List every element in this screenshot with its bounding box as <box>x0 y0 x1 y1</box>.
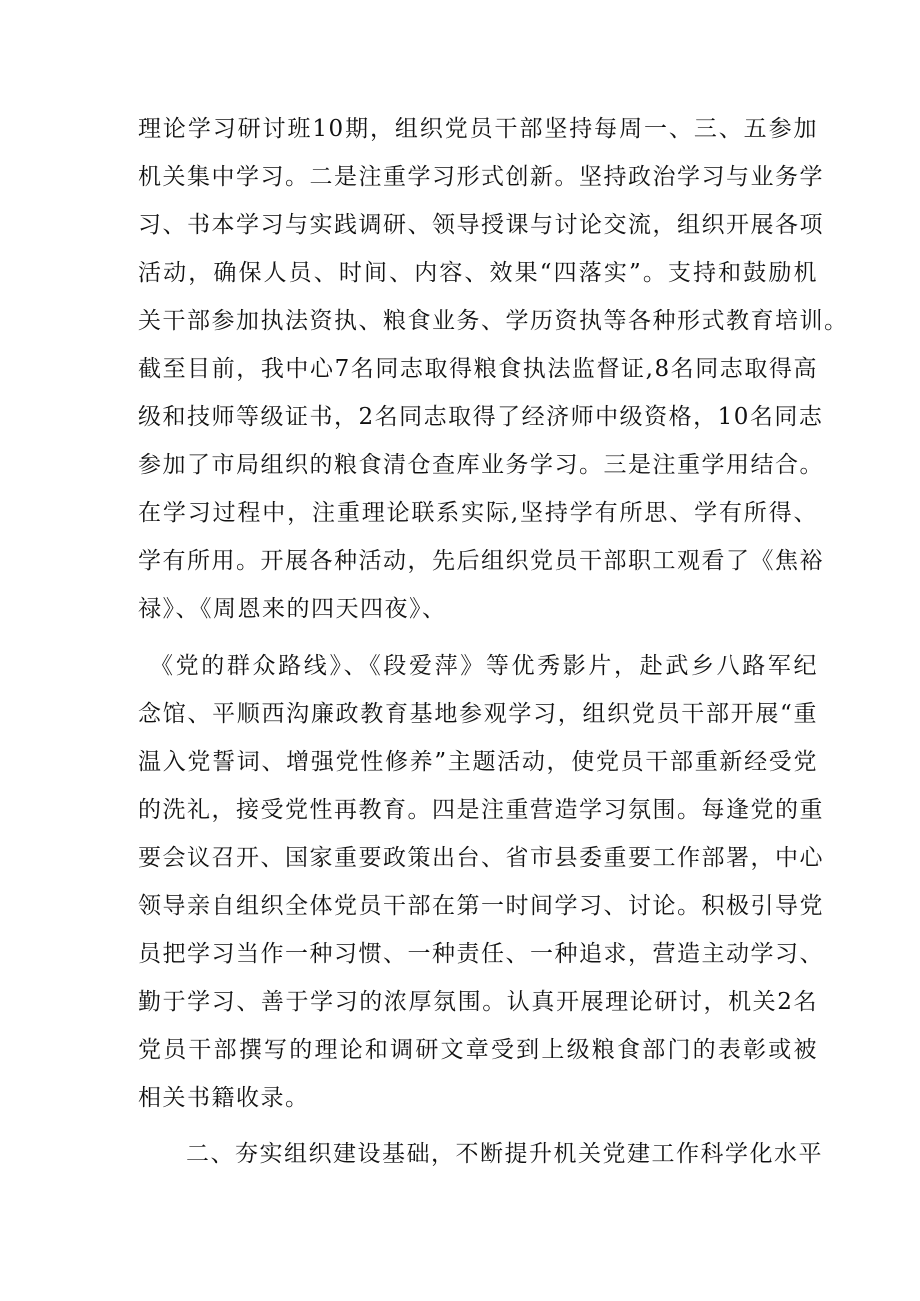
text-line: 截至目前，我中心7名同志取得粮食执法监督证,8名同志取得高 <box>138 356 818 382</box>
text-line: 勤于学习、善于学习的浓厚氛围。认真开展理论研讨，机关2名 <box>138 989 818 1015</box>
text-line: 领导亲自组织全体党员干部在第一时间学习、讨论。积极引导党 <box>138 893 824 919</box>
text-line: 习、书本学习与实践调研、领导授课与讨论交流，组织开展各项 <box>138 212 824 238</box>
text-line: 在学习过程中，注重理论联系实际,坚持学有所思、学有所得、 <box>138 500 818 526</box>
text-line: 活动，确保人员、时间、内容、效果“四落实”。支持和鼓励机 <box>138 260 818 286</box>
text-line: 相关书籍收录。 <box>138 1085 310 1111</box>
text-line: 理论学习研讨班10期，组织党员干部坚持每周一、三、五参加 <box>138 116 818 142</box>
text-line: 的洗礼，接受党性再教育。四是注重营造学习氛围。每逢党的重 <box>138 797 824 823</box>
text-line: 学有所用。开展各种活动，先后组织党员干部职工观看了《焦裕 <box>138 548 824 574</box>
text-line: 念馆、平顺西沟廉政教育基地参观学习，组织党员干部开展“重 <box>138 701 818 727</box>
text-line: 党员干部撰写的理论和调研文章受到上级粮食部门的表彰或被 <box>138 1037 818 1063</box>
section-heading: 二、夯实组织建设基础，不断提升机关党建工作科学化水平 <box>186 1141 823 1167</box>
text-line: 《党的群众路线》、《段爱萍》等优秀影片，赴武乡八路军纪 <box>150 653 818 679</box>
text-line: 关干部参加执法资执、粮食业务、学历资执等各种形式教育培训。 <box>138 308 849 334</box>
text-line: 温入党誓词、增强党性修养”主题活动，使党员干部重新经受党 <box>138 749 818 775</box>
text-line: 要会议召开、国家重要政策出台、省市县委重要工作部署，中心 <box>138 845 824 871</box>
text-line: 机关集中学习。二是注重学习形式创新。坚持政治学习与业务学 <box>138 164 824 190</box>
text-line: 禄》、《周恩来的四天四夜》、 <box>138 596 447 622</box>
text-line: 员把学习当作一种习惯、一种责任、一种追求，营造主动学习、 <box>138 941 824 967</box>
text-line: 参加了市局组织的粮食清仓查库业务学习。三是注重学用结合。 <box>138 452 824 478</box>
text-line: 级和技师等级证书，2名同志取得了经济师中级资格，10名同志 <box>138 404 824 430</box>
